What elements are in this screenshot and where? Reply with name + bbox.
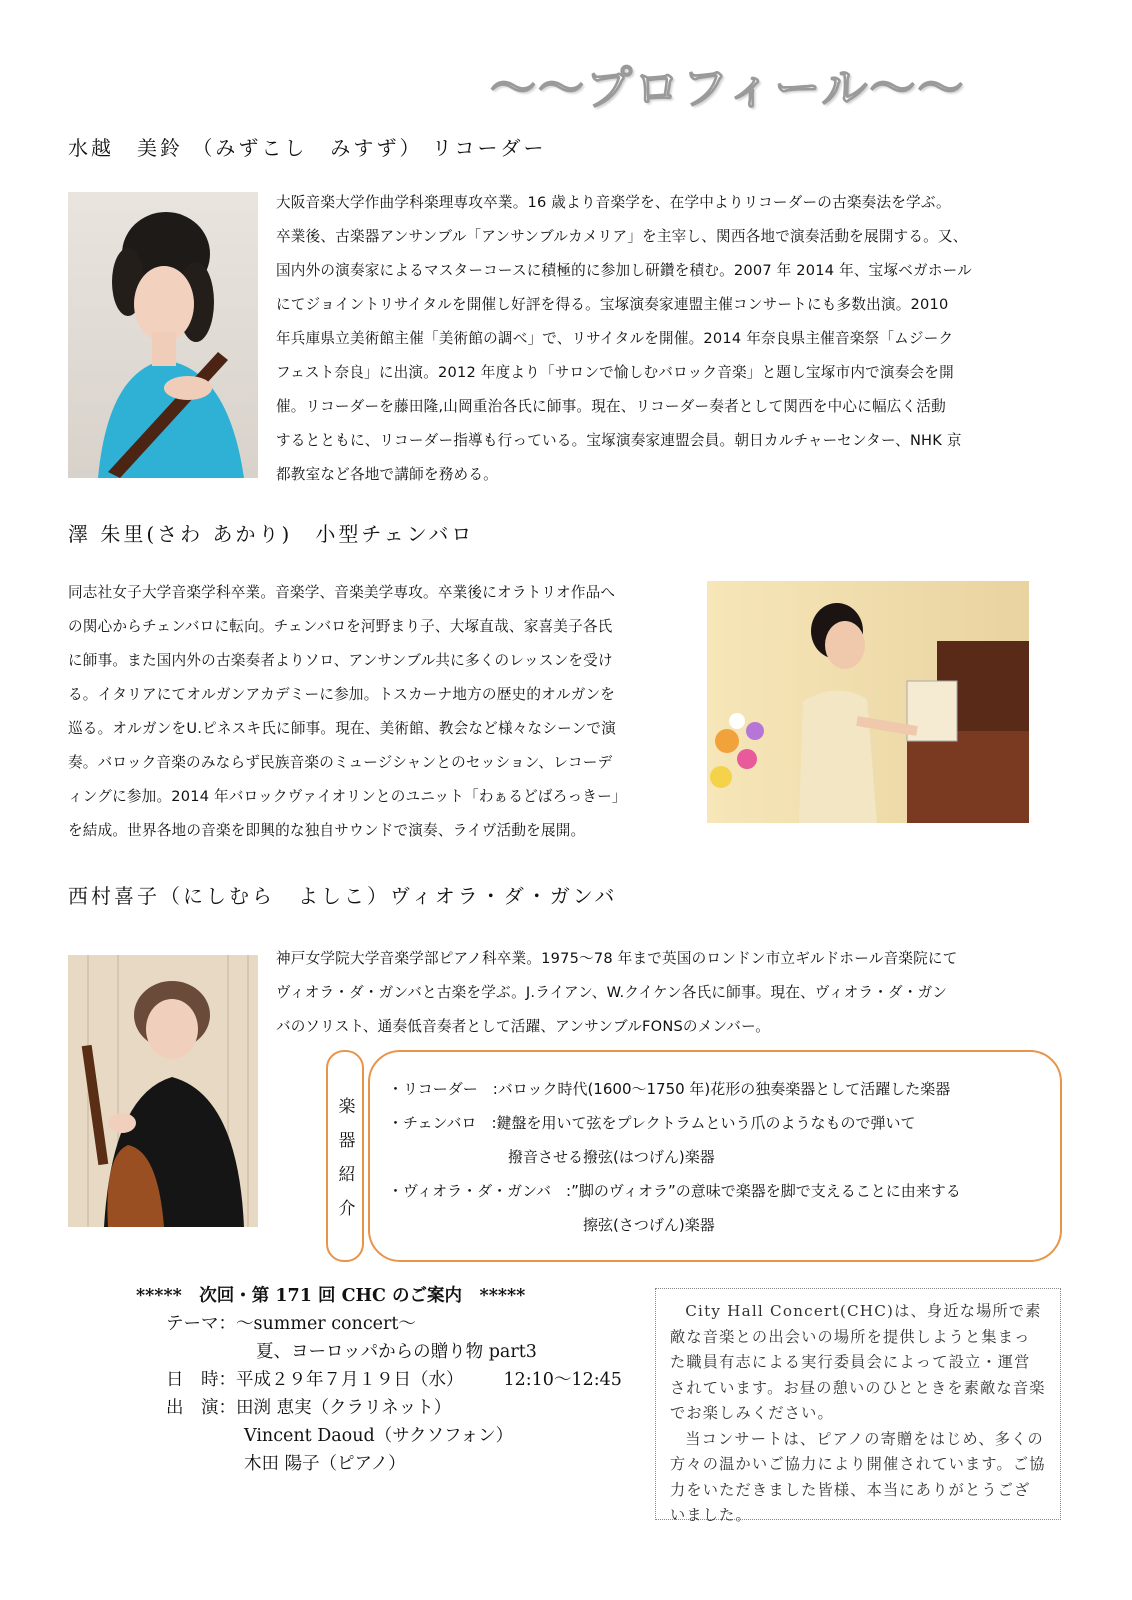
date-label: 日 時：	[166, 1370, 236, 1390]
bio-line: するとともに、リコーダー指導も行っている。宝塚演奏家連盟会員。朝日カルチャーセンター、NHK 京	[276, 432, 962, 449]
performers-label: 出 演：	[166, 1398, 236, 1418]
bio-line: を結成。世界各地の音楽を即興的な独自サウンドで演奏、ライヴ活動を展開。	[68, 822, 586, 839]
bio-line: に師事。また国内外の古楽奏者よりソロ、アンサンブル共に多くのレッスンを受け	[68, 652, 613, 669]
next-performer: 田渕 恵実（クラリネット）	[236, 1398, 452, 1418]
instrument-line: ・ヴィオラ・ダ・ガンバ :”脚のヴィオラ”の意味で楽器を脚で支えることに由来する	[388, 1182, 961, 1200]
next-concert-details	[166, 1310, 622, 1478]
woman-holding-viola-da-gamba-photo	[68, 955, 258, 1227]
bio-line: ヴィオラ・ダ・ガンバと古楽を学ぶ。J.ライアン、W.クイケン各氏に師事。現在、ヴィオラ・ダ・ガン	[276, 984, 948, 1001]
page-banner: ～～プロフィール～～	[490, 61, 966, 115]
performer-3-photo	[68, 955, 258, 1227]
performer-1-photo	[68, 192, 258, 478]
bio-line: ィングに参加。2014 年バロックヴァイオリンとのユニット「わぁるどばろっきー」	[68, 788, 627, 805]
time-value: 12:10～12:45	[503, 1370, 622, 1390]
tab-char: 介	[338, 1199, 356, 1219]
bio-line: 奏。バロック音楽のみならず民族音楽のミュージシャンとのセッション、レコーデ	[68, 754, 613, 771]
instrument-intro-tab-label	[328, 1090, 366, 1226]
chc-description-para-2: 当コンサートは、ピアノの寄贈をはじめ、多くの方々の温かいご協力により開催されています。ご協力をいただきました皆様、本当にありがとうございました。	[670, 1429, 1046, 1524]
next-performer: Vincent Daoud（サクソフォン）	[244, 1426, 514, 1446]
date-value: 平成２９年７月１９日（水）	[236, 1370, 464, 1390]
tab-char: 楽	[338, 1097, 356, 1117]
performer-3-bio	[276, 942, 1066, 1044]
bio-line: 神戸女学院大学音楽学部ピアノ科卒業。1975～78 年まで英国のロンドン市立ギルドホール音楽院にて	[276, 950, 958, 967]
performer-1-bio	[276, 186, 1066, 492]
bio-line: 国内外の演奏家によるマスターコースに積極的に参加し研鑽を積む。2007 年 2014 年、宝塚ベガホール	[276, 262, 972, 279]
bio-line: 卒業後、古楽器アンサンブル「アンサンブルカメリア」を主宰し、関西各地で演奏活動を展開する。又、	[276, 228, 968, 245]
performer-3-heading: 西村喜子（にしむら よしこ）ヴィオラ・ダ・ガンバ	[68, 884, 618, 908]
instrument-intro-tab	[326, 1050, 364, 1262]
instrument-line: 撥音させる撥弦(はつげん)楽器	[388, 1148, 715, 1166]
performer-2-photo	[707, 581, 1029, 823]
next-concert-title: ***** 次回・第 171 回 CHC のご案内 *****	[136, 1286, 526, 1306]
bio-line: バのソリスト、通奏低音奏者として活躍、アンサンブルFONSのメンバー。	[276, 1018, 771, 1035]
bio-line: 同志社女子大学音楽学科卒業。音楽学、音楽美学専攻。卒業後にオラトリオ作品へ	[68, 584, 616, 601]
instrument-line: ・リコーダー :バロック時代(1600～1750 年)花形の独奏楽器として活躍した楽器	[388, 1080, 951, 1098]
instrument-intro-list	[388, 1072, 961, 1242]
instrument-intro-body	[368, 1050, 1062, 1262]
woman-holding-recorder-photo	[68, 192, 258, 478]
theme-label: テーマ：	[166, 1314, 236, 1334]
performer-1-heading: 水越 美鈴 （みずこし みすず） リコーダー	[68, 136, 547, 160]
bio-line: 都教室など各地で講師を務める。	[276, 466, 498, 483]
chc-description-para-1: City Hall Concert(CHC)は、身近な場所で素敵な音楽との出会いの場所を提供しようと集まった職員有志による実行委員会によって設立・運営されています。お昼の憩いのひとときを素敵な音楽でお楽しみください。	[670, 1302, 1046, 1422]
bio-line: 巡る。オルガンをU.ピネスキ氏に師事。現在、美術館、教会など様々なシーンで演	[68, 720, 617, 737]
theme-line-1: ～summer concert～	[236, 1314, 416, 1334]
performer-2-bio	[68, 576, 708, 848]
bio-line: の関心からチェンバロに転向。チェンバロを河野まり子、大塚直哉、家喜美子各氏	[68, 618, 613, 635]
bio-line: 催。リコーダーを藤田隆,山岡重治各氏に師事。現在、リコーダー奏者として関西を中心に幅広く活動	[276, 398, 946, 415]
chc-description-box	[655, 1288, 1061, 1524]
performer-2-heading: 澤 朱里(さわ あかり) 小型チェンバロ	[68, 522, 475, 546]
bio-line: 年兵庫県立美術館主催「美術館の調べ」で、リサイタルを開催。2014 年奈良県主催音楽祭「ムジーク	[276, 330, 954, 347]
tab-char: 紹	[338, 1165, 356, 1185]
theme-line-2: 夏、ヨーロッパからの贈り物 part3	[256, 1342, 537, 1362]
tab-char: 器	[338, 1131, 356, 1151]
instrument-line: 擦弦(さつげん)楽器	[388, 1216, 715, 1234]
instrument-line: ・チェンバロ :鍵盤を用いて弦をプレクトラムという爪のようなもので弾いて	[388, 1114, 916, 1132]
instrument-intro-box	[332, 1050, 1072, 1262]
bio-line: フェスト奈良」に出演。2012 年度より「サロンで愉しむバロック音楽」と題し宝塚市内で演奏会を開	[276, 364, 954, 381]
bio-line: にてジョイントリサイタルを開催し好評を得る。宝塚演奏家連盟主催コンサートにも多数出演。2010	[276, 296, 949, 313]
bio-line: る。イタリアにてオルガンアカデミーに参加。トスカーナ地方の歴史的オルガンを	[68, 686, 616, 703]
woman-playing-harpsichord-photo	[707, 581, 1029, 823]
bio-line: 大阪音楽大学作曲学科楽理専攻卒業。16 歳より音楽学を、在学中よりリコーダーの古楽奏法を学ぶ。	[276, 194, 951, 211]
next-performer: 木田 陽子（ピアノ）	[244, 1454, 406, 1474]
